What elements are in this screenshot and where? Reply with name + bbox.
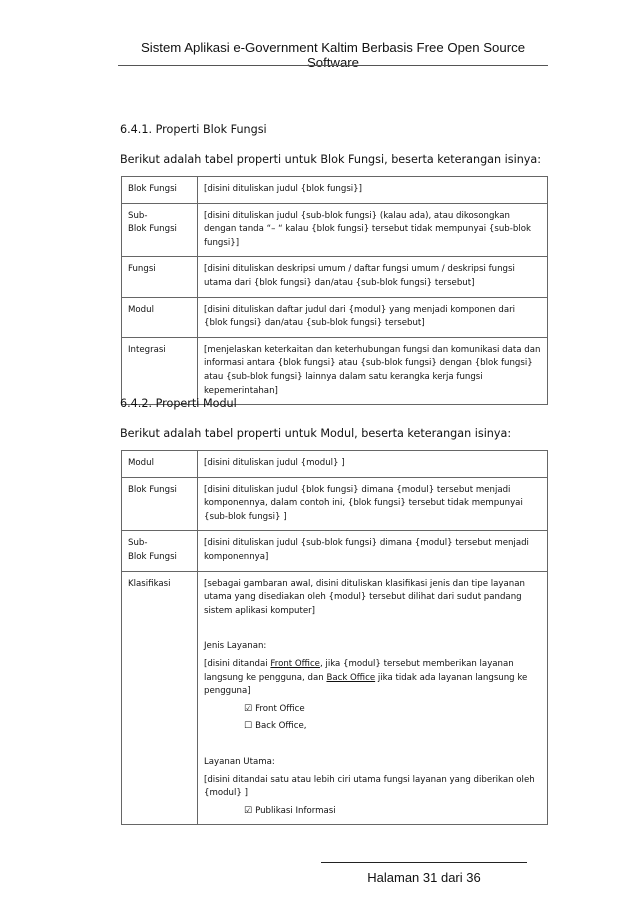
row-key: Sub- Blok Fungsi [122, 203, 198, 257]
row-value: [menjelaskan keterkaitan dan keterhubungan fungsi dan komunikasi data dan informasi antara {blok fungsi} atau {sub-blok fungsi} dengan {blok fungsi} atau {sub-blok fungsi} lainnya dalam satu kerangka kerja fungsi kepemerintahan] [198, 337, 548, 404]
row-key: Sub- Blok Fungsi [122, 531, 198, 571]
properti-modul-table [121, 450, 548, 825]
table-row [122, 297, 548, 337]
layanan-utama-description: [disini ditandai satu atau lebih ciri utama fungsi layanan yang diberikan oleh {modul} ] [204, 774, 535, 799]
table-row [122, 203, 548, 257]
table-row [122, 477, 548, 531]
row-key: Blok Fungsi [122, 177, 198, 204]
table-row [122, 531, 548, 571]
row-key: Fungsi [122, 257, 198, 297]
page-header: Sistem Aplikasi e-Government Kaltim Berbasis Free Open Source Software [140, 40, 526, 70]
footer-divider [321, 862, 527, 863]
table-row [122, 451, 548, 478]
front-office-option: ☑ Front Office [244, 703, 305, 714]
table-row [122, 177, 548, 204]
section-intro-blok-fungsi: Berikut adalah tabel properti untuk Blok Fungsi, beserta keterangan isinya: [120, 153, 542, 166]
row-value: [disini dituliskan judul {blok fungsi}] [198, 177, 548, 204]
row-key: Klasifikasi [122, 571, 198, 825]
unchecked-box-icon: ☐ [244, 721, 253, 732]
back-office-term: Back Office [326, 672, 376, 683]
row-value: [disini dituliskan judul {sub-blok fungsi} dimana {modul} tersebut menjadi komponennya] [198, 531, 548, 571]
front-office-term: Front Office [270, 658, 320, 669]
checked-box-icon: ☑ [244, 805, 253, 816]
section-intro-modul: Berikut adalah tabel properti untuk Modul, beserta keterangan isinya: [120, 427, 512, 440]
layanan-utama-title: Layanan Utama: [204, 756, 275, 767]
row-value: [disini dituliskan judul {sub-blok fungsi} (kalau ada), atau dikosongkan dengan tanda “– “ kalau {blok fungsi} tersebut tidak mempunyai {sub-blok fungsi}] [198, 203, 548, 257]
row-value: [disini dituliskan judul {modul} ] [198, 451, 548, 478]
publikasi-informasi-option: ☑ Publikasi Informasi [244, 805, 336, 816]
row-key: Integrasi [122, 337, 198, 404]
section-title-modul: 6.4.2. Properti Modul [120, 397, 237, 410]
row-key: Modul [122, 297, 198, 337]
table-row-klasifikasi [122, 571, 548, 825]
klasifikasi-description: [sebagai gambaran awal, disini dituliskan klasifikasi jenis dan tipe layanan utama yang disediakan oleh {modul} tersebut dilihat dari sudut pandang sistem aplikasi komputer] [204, 578, 525, 616]
jenis-layanan-description: [disini ditandai Front Office, jika {modul} tersebut memberikan layanan langsung ke pengguna, dan Back Office jika tidak ada layanan langsung ke pengguna] [204, 658, 528, 697]
table-row [122, 257, 548, 297]
header-divider [118, 65, 548, 66]
page-number: Halaman 31 dari 36 [367, 870, 481, 885]
checked-box-icon: ☑ [244, 703, 253, 714]
properti-blok-fungsi-table [121, 176, 548, 405]
back-office-option: ☐ Back Office, [244, 721, 307, 732]
row-value: [disini dituliskan judul {blok fungsi} dimana {modul} tersebut menjadi komponennya, dalam contoh ini, {blok fungsi} tersebut tidak mempunyai {sub-blok fungsi} ] [198, 477, 548, 531]
section-title-blok-fungsi: 6.4.1. Properti Blok Fungsi [120, 123, 267, 136]
row-key: Modul [122, 451, 198, 478]
row-value: [disini dituliskan daftar judul dari {modul} yang menjadi komponen dari {blok fungsi} dan/atau {sub-blok fungsi} tersebut] [198, 297, 548, 337]
table-row [122, 337, 548, 404]
jenis-layanan-title: Jenis Layanan: [204, 641, 267, 652]
row-value [198, 571, 548, 825]
row-key: Blok Fungsi [122, 477, 198, 531]
row-value: [disini dituliskan deskripsi umum / daftar fungsi umum / deskripsi fungsi utama dari {blok fungsi} dan/atau {sub-blok fungsi} tersebut] [198, 257, 548, 297]
